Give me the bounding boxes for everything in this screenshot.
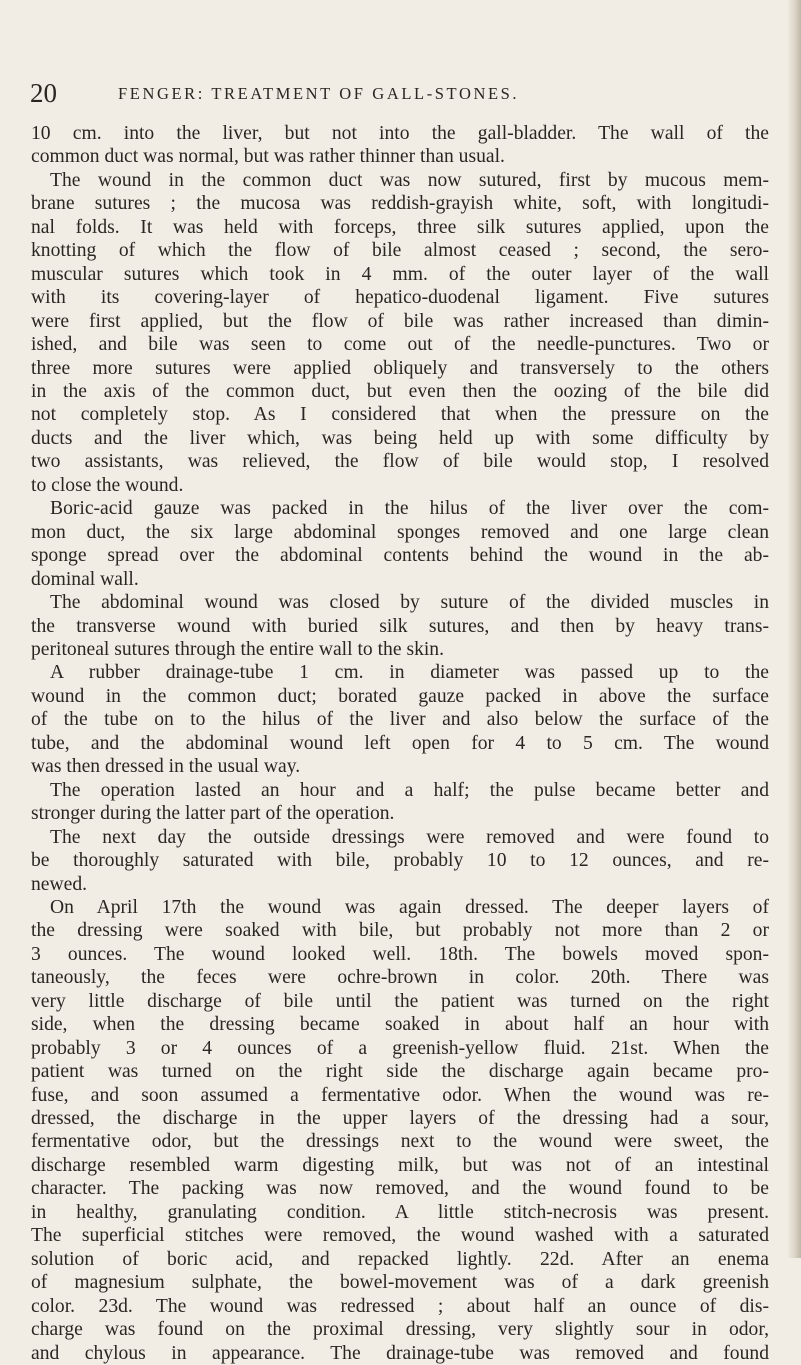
text-line: dominal wall. [31,568,139,590]
text-line: stronger during the latter part of the operation. [31,803,395,825]
text-line: fermentative odor, but the dressings next to the wound were sweet, the [31,1131,769,1153]
text-line: dressed, the discharge in the upper layers of the dressing had a sour, [31,1108,769,1130]
text-line: side, when the dressing became soaked in about half an hour with [31,1014,769,1036]
text-line: A rubber drainage-tube 1 cm. in diameter was passed up to the [50,662,769,684]
text-line: 3 ounces. The wound looked well. 18th. The bowels moved spon- [31,943,769,965]
text-line: of magnesium sulphate, the bowel-movement was of a dark greenish [31,1272,769,1294]
text-line: On April 17th the wound was again dressed. The deeper layers of [50,896,769,918]
text-line: The operation lasted an hour and a half; the pulse became better and [50,779,769,801]
text-line: was then dressed in the usual way. [31,756,301,778]
page-edge-shadow [787,0,801,1258]
text-line: The superficial stitches were removed, the wound washed with a saturated [31,1225,769,1247]
text-line: charge was found on the proximal dressing, very slightly sour in odor, [31,1319,769,1341]
body-text [31,122,769,1365]
page-header [30,78,770,108]
text-line: newed. [31,873,88,895]
text-line: The abdominal wound was closed by suture of the divided muscles in [50,592,769,614]
text-line: discharge resembled warm digesting milk, but was not of an intestinal [31,1154,769,1176]
text-line: common duct was normal, but was rather thinner than usual. [31,146,505,168]
text-line: in healthy, granulating condition. A little stitch-necrosis was present. [31,1201,769,1223]
text-line: probably 3 or 4 ounces of a greenish-yellow fluid. 21st. When the [31,1037,769,1059]
text-line: character. The packing was now removed, and the wound found to be [31,1178,769,1200]
running-head: FENGER: TREATMENT OF GALL-STONES. [118,84,520,103]
text-line: fuse, and soon assumed a fermentative odor. When the wound was re- [31,1084,769,1106]
text-line: were first applied, but the flow of bile was rather increased than dimin- [31,310,769,332]
text-line: The wound in the common duct was now sutured, first by mucous mem- [50,169,769,191]
text-line: sponge spread over the abdominal contents behind the wound in the ab- [31,545,769,567]
text-line: the dressing were soaked with bile, but probably not more than 2 or [31,920,769,942]
text-line: The next day the outside dressings were removed and were found to [50,826,769,848]
text-line: muscular sutures which took in 4 mm. of the outer layer of the wall [31,263,769,285]
text-line: very little discharge of bile until the patient was turned on the right [31,990,769,1012]
text-line: to close the wound. [31,474,184,496]
text-line: peritoneal sutures through the entire wall to the skin. [31,638,444,660]
page-number: 20 [30,78,57,108]
text-line: patient was turned on the right side the discharge again became pro- [31,1061,769,1083]
text-line: knotting of which the flow of bile almost ceased ; second, the sero- [31,240,769,262]
text-line: taneously, the feces were ochre-brown in color. 20th. There was [31,967,769,989]
text-line: three more sutures were applied obliquely and transversely to the others [31,357,769,379]
text-line: with its covering-layer of hepatico-duodenal ligament. Five sutures [31,287,769,309]
text-line: color. 23d. The wound was redressed ; about half an ounce of dis- [31,1295,769,1317]
text-line: brane sutures ; the mucosa was reddish-grayish white, soft, with longitudi- [31,193,769,215]
text-line: not completely stop. As I considered that when the pressure on the [31,404,769,426]
text-line: ished, and bile was seen to come out of the needle-punctures. Two or [31,334,769,356]
text-line: the transverse wound with buried silk sutures, and then by heavy trans- [31,615,769,637]
text-line: wound in the common duct; borated gauze packed in above the surface [31,685,769,707]
text-line: ducts and the liver which, was being held up with some difficulty by [31,427,769,449]
text-line: of the tube on to the hilus of the liver and also below the surface of the [31,709,769,731]
text-line: two assistants, was relieved, the flow of bile would stop, I resolved [31,451,769,473]
text-line: tube, and the abdominal wound left open for 4 to 5 cm. The wound [31,732,769,754]
text-line: solution of boric acid, and repacked lightly. 22d. After an enema [31,1248,769,1270]
text-line: mon duct, the six large abdominal sponges removed and one large clean [31,521,769,543]
text-line: Boric-acid gauze was packed in the hilus of the liver over the com- [50,498,769,520]
text-line: nal folds. It was held with forceps, three silk sutures applied, upon the [31,216,769,238]
text-line: in the axis of the common duct, but even then the oozing of the bile did [31,380,769,402]
text-line: be thoroughly saturated with bile, probably 10 to 12 ounces, and re- [31,850,769,872]
text-line: 10 cm. into the liver, but not into the gall-bladder. The wall of the [31,123,769,144]
text-line: and chylous in appearance. The drainage-tube was removed and found [31,1342,769,1364]
